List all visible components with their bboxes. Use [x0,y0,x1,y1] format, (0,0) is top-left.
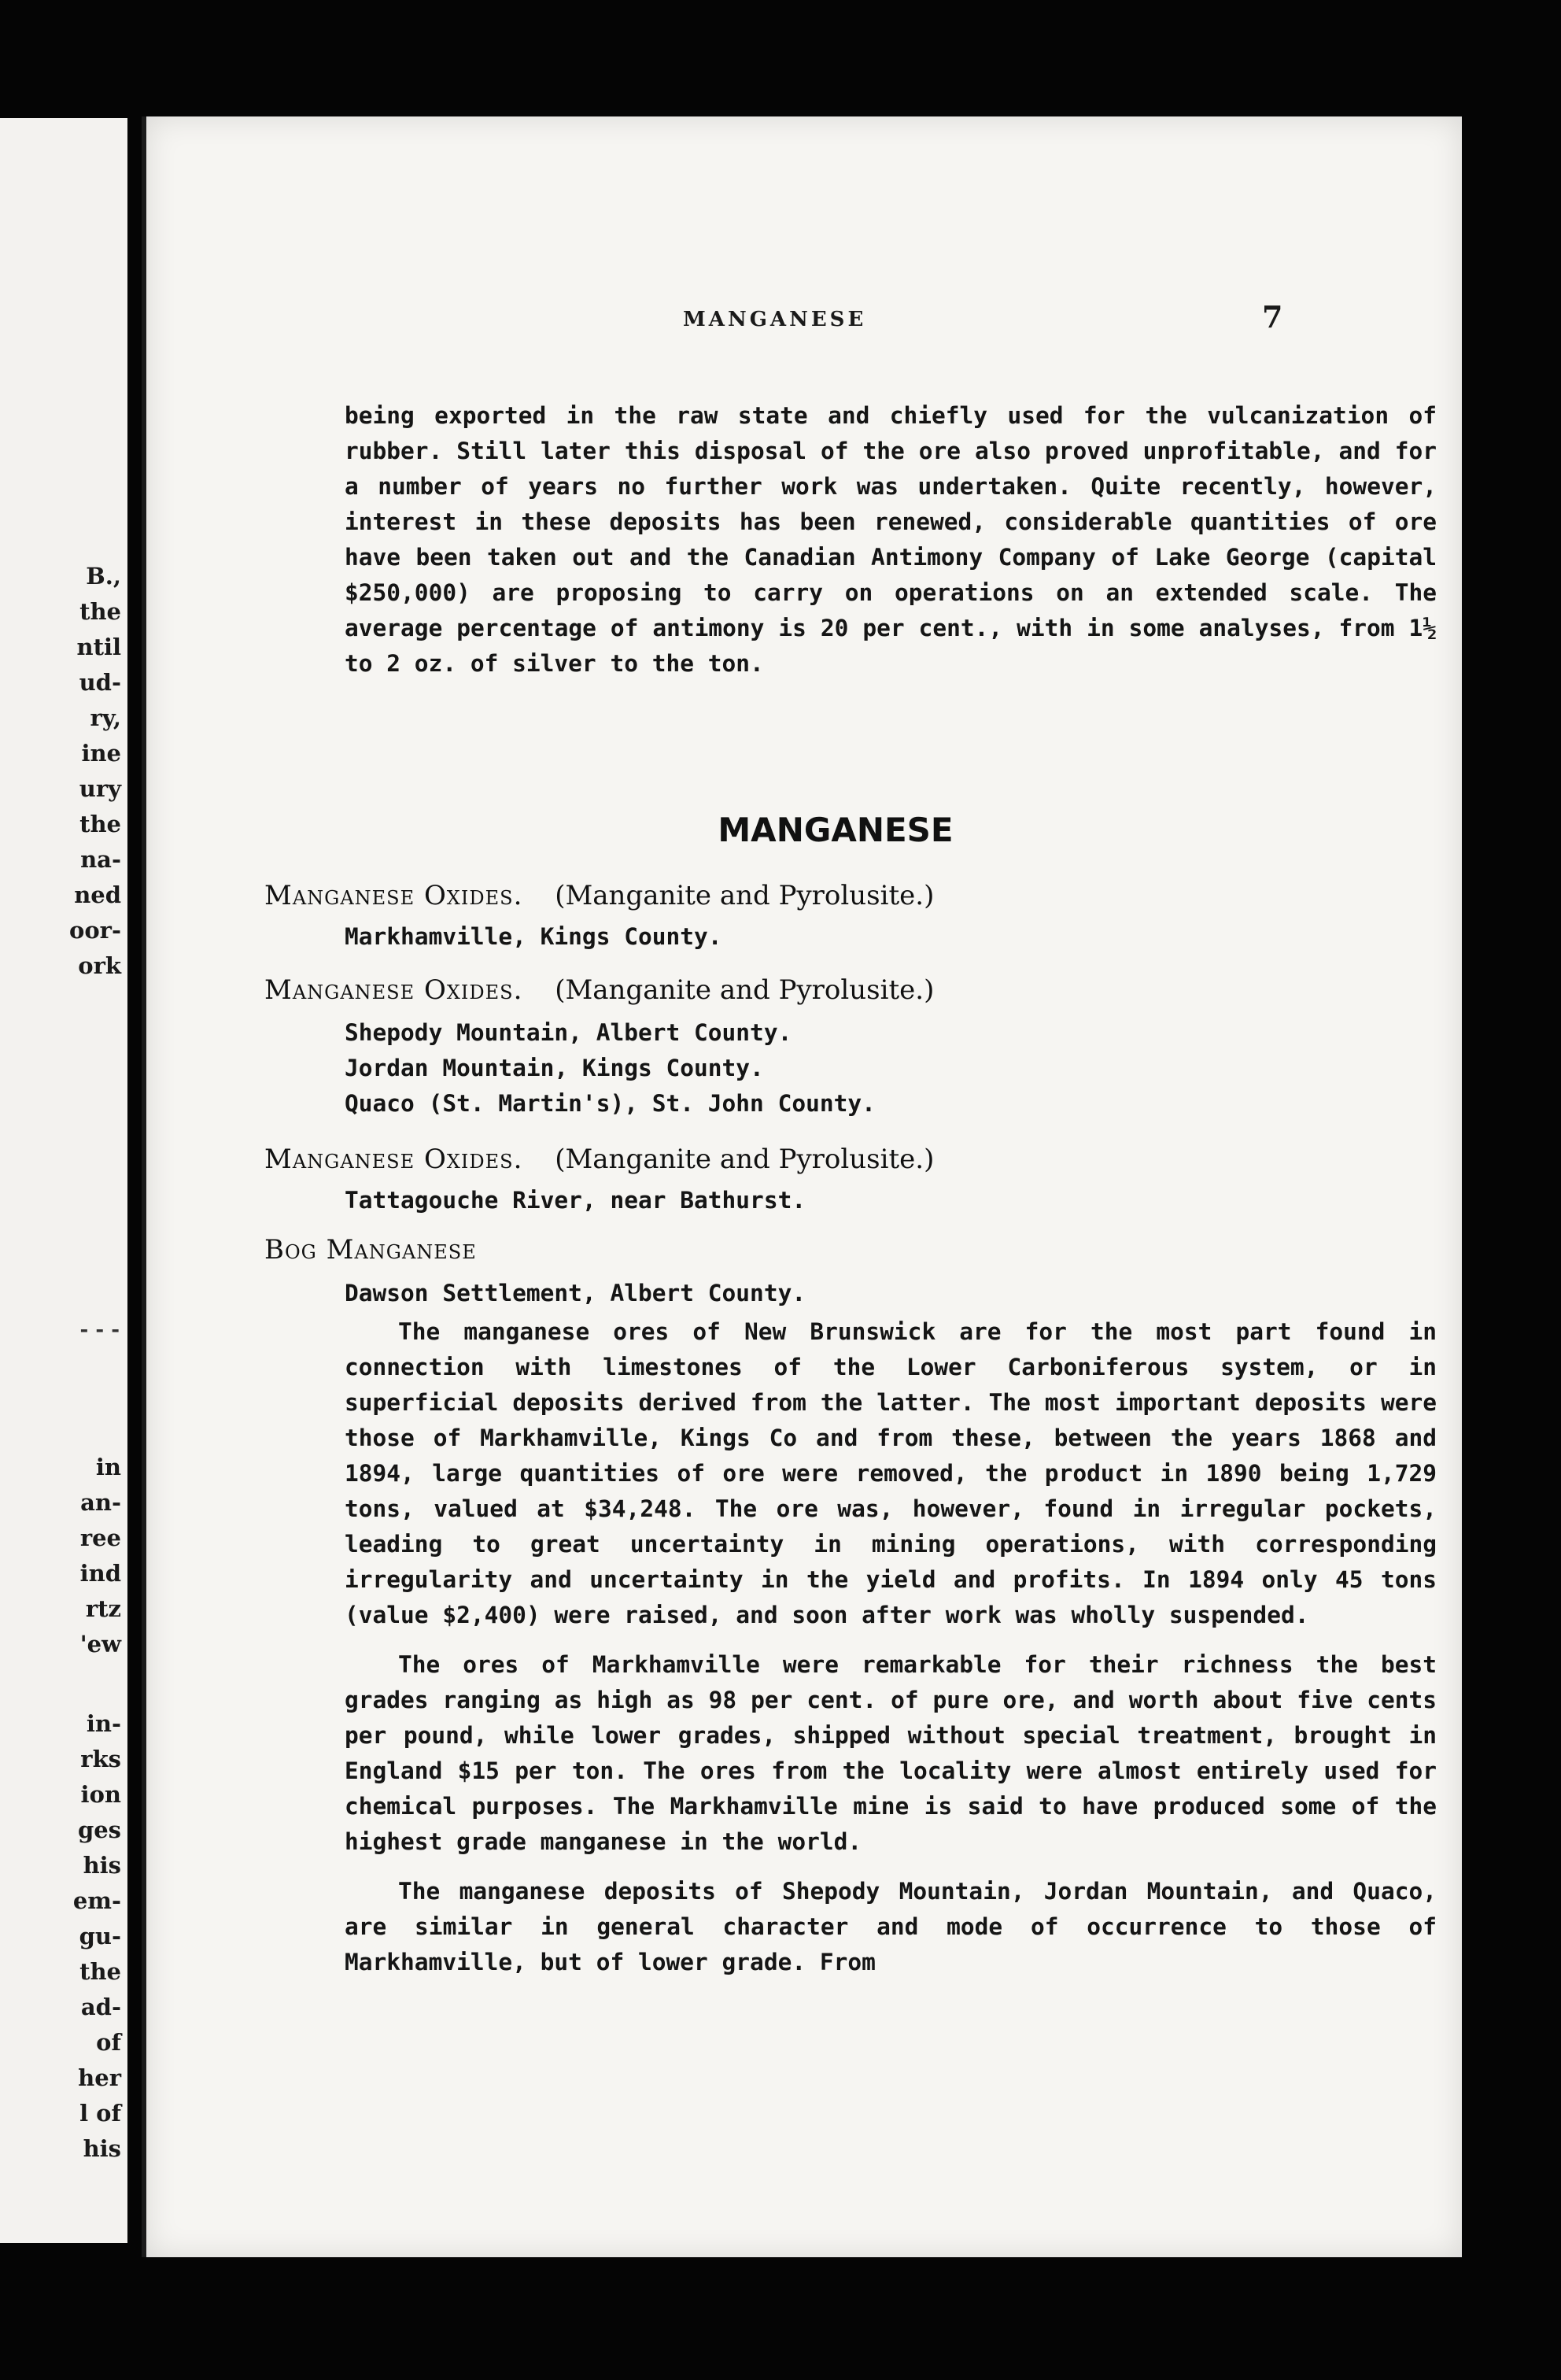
left-fragment-line: ork [78,952,121,979]
left-fragment-line: the [79,1958,121,1985]
left-fragment-line: oor- [68,917,121,944]
left-fragment-line: ned [74,881,121,908]
entry-heading-1 [264,880,934,911]
intro-paragraph-text: being exported in the raw state and chiefly used for the vulcanization of rubber. Still later this disposal of the ore also proved unprofitable, and for a number of years no further work was undertaken. Quite recently, however, interest in these deposits has been renewed, considerable quantities of ore have been taken out and the Canadian Antimony Company of Lake George (capital $250,000) are proposing to carry on operations on an extended scale. The average percentage of antimony is 20 per cent., with in some analyses, from 1½ to 2 oz. of silver to the ton. [345,402,1437,677]
body-paragraphs [345,1314,1437,1980]
left-fragment-line: an- [80,1489,121,1516]
entry-heading-title: Manganese Oxides. [264,1144,523,1175]
entry-location: Quaco (St. Martin's), St. John County. [345,1090,876,1117]
left-fragment-line: ad- [80,1994,121,2020]
left-fragment-line: ind [79,1560,121,1587]
left-fragment-line: the [79,598,121,625]
page-number: 7 [1262,299,1283,334]
entry-heading-4 [264,1234,477,1266]
running-head: MANGANESE [683,308,867,331]
left-fragment-line: na- [80,846,121,873]
left-fragment-line: in- [86,1710,121,1737]
left-fragment-line: ud- [79,669,121,696]
left-fragment-line: l of [79,2100,121,2127]
left-fragment-line: ion [80,1781,121,1808]
left-fragment-line: ury [79,775,121,802]
entry-heading-minerals: (Manganite and Pyrolusite.) [555,1144,935,1175]
body-paragraph-1: The manganese ores of New Brunswick are for the most part found in connection with limestones of the Lower Carboniferous system, or in superficial deposits derived from the latter. The most important deposits were those of Markhamville, Kings Co and from these, between the years 1868 and 1894, large quantities of ore were removed, the product in 1890 being 1,729 tons, valued at $34,248. The ore was, however, found in irregular pockets, leading to great uncertainty in mining operations, with corresponding irregularity and uncertainty in the yield and profits. In 1894 only 45 tons (value $2,400) were raised, and soon after work was wholly suspended. [345,1318,1437,1628]
entry-heading-minerals: (Manganite and Pyrolusite.) [555,880,935,911]
entry-heading-2 [264,974,934,1006]
left-fragment-group-1 [69,559,121,984]
entry-location: Jordan Mountain, Kings County. [345,1055,764,1081]
left-fragment-line: em- [72,1887,121,1914]
entry-heading-minerals: (Manganite and Pyrolusite.) [555,974,935,1006]
left-fragment-line: rtz [85,1595,121,1622]
left-fragment-line: ree [79,1524,121,1551]
left-fragment-line: ry, [90,704,121,731]
left-fragment-group-2 [80,1450,121,1662]
left-fragment-line: ine [81,740,121,767]
entry-location: Dawson Settlement, Albert County. [345,1280,806,1306]
intro-paragraph [345,398,1437,682]
left-fragment-line: gu- [79,1923,121,1949]
entry-heading-title: Bog Manganese [264,1234,477,1266]
left-fragment-line: in [95,1454,121,1480]
left-fragment-line: 'ew [79,1631,121,1658]
section-title: MANGANESE [718,811,954,849]
entry-heading-title: Manganese Oxides. [264,880,523,911]
body-paragraph-3: The manganese deposits of Shepody Mountain, Jordan Mountain, and Quaco, are similar in general character and mode of occurrence to those of Markhamville, but of lower grade. From [345,1878,1437,1975]
left-fragment-line: ntil [76,634,121,660]
left-fragment-line: B., [86,563,121,589]
left-fragment-line: ges [77,1816,121,1843]
left-fragment-dots: - - - [79,1318,120,1342]
body-paragraph-2: The ores of Markhamville were remarkable for their richness the best grades ranging as high as 98 per cent. of pure ore, and worth about five cents per pound, while lower grades, shipped without special treatment, brought in England $15 per ton. The ores from the locality were almost entirely used for chemical purposes. The Markhamville mine is said to have produced some of the highest grade manganese in the world. [345,1651,1437,1855]
left-fragment-line: of [96,2029,121,2056]
left-fragment-line: the [79,811,121,837]
entry-heading-title: Manganese Oxides. [264,974,523,1006]
left-fragment-group-3 [73,1706,121,2167]
entry-location: Tattagouche River, near Bathurst. [345,1187,806,1214]
left-fragment-line: her [78,2064,121,2091]
entry-heading-3 [264,1144,934,1175]
entry-location: Shepody Mountain, Albert County. [345,1019,792,1046]
left-fragment-line: his [83,2135,121,2162]
entry-location: Markhamville, Kings County. [345,923,722,950]
left-fragment-line: rks [80,1746,121,1772]
adjacent-page-strip [0,118,127,2243]
book-page [142,116,1462,2257]
left-fragment-line: his [83,1852,121,1879]
